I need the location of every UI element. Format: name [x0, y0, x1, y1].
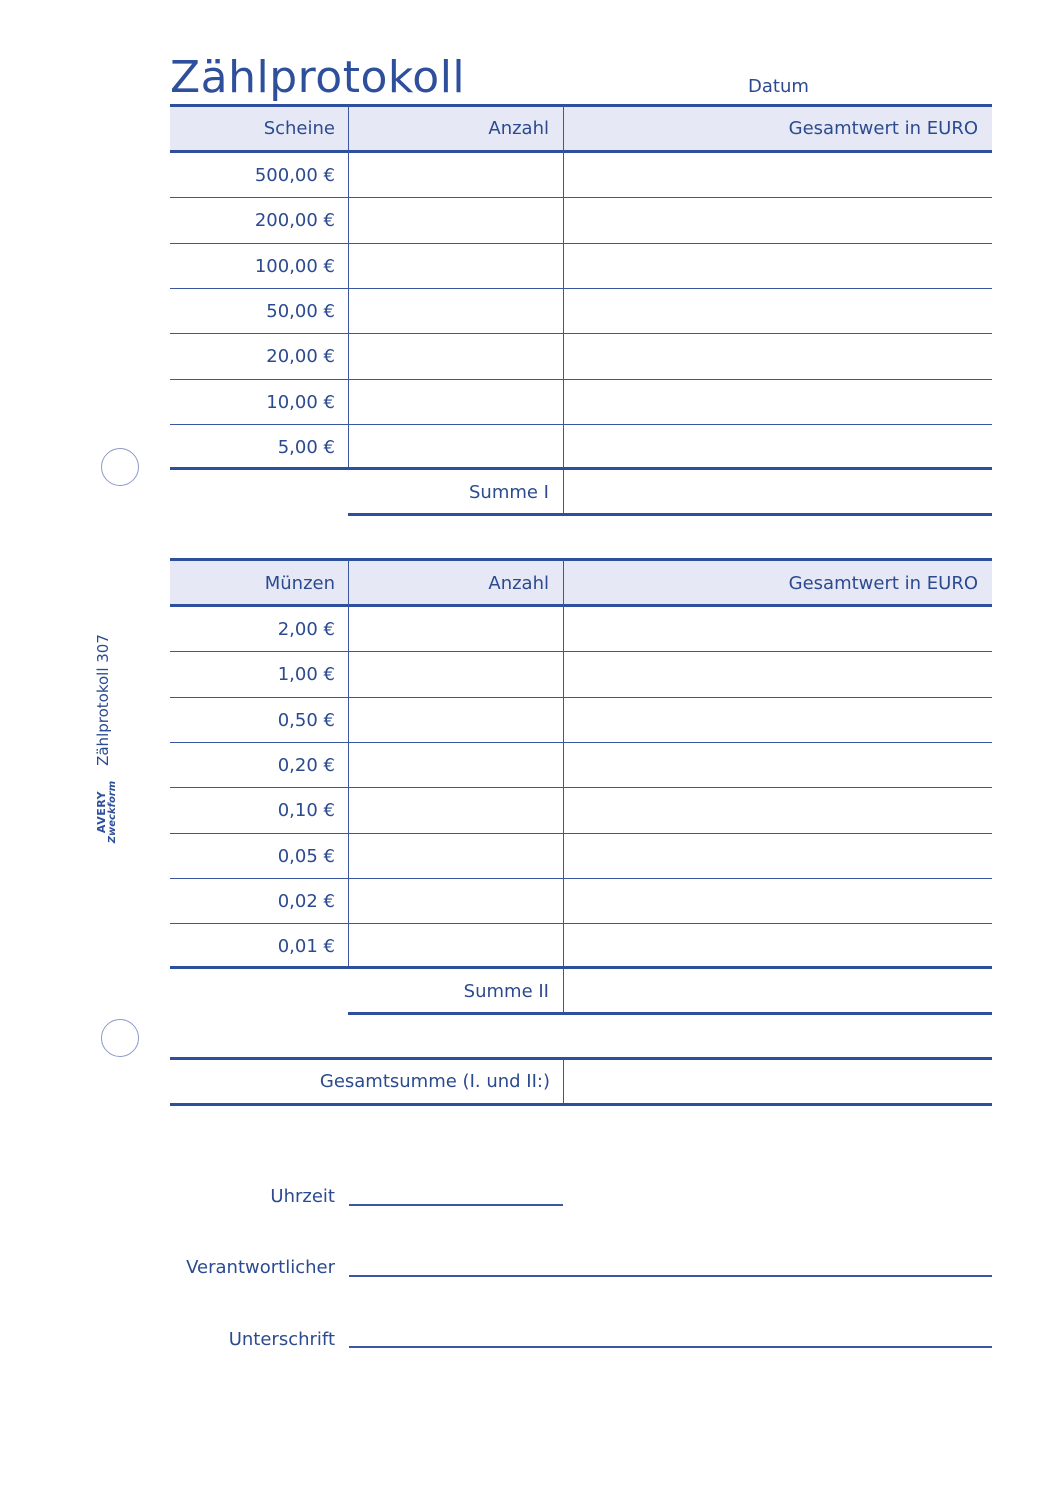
notes-total-field[interactable] [564, 334, 992, 378]
coins-sum-label: Summe II [463, 981, 549, 1002]
notes-header-total: Gesamtwert in EURO [788, 118, 978, 139]
notes-sum-field[interactable] [564, 470, 992, 513]
coins-total-field[interactable] [564, 743, 992, 787]
coins-total-field[interactable] [564, 652, 992, 696]
coins-header-top-rule [170, 558, 992, 561]
date-field[interactable] [815, 70, 992, 102]
notes-header-denomination: Scheine [263, 118, 335, 139]
coins-sum-bottom-rule [348, 1012, 992, 1015]
logo-brand-top: AVERY [95, 790, 108, 834]
logo-brand-bottom: Zweckform [107, 780, 118, 844]
notes-denomination-label: 100,00 € [254, 255, 335, 277]
coins-total-field[interactable] [564, 788, 992, 832]
notes-denomination-label: 50,00 € [266, 300, 335, 322]
coins-denomination-label: 2,00 € [277, 619, 335, 640]
coins-header-total: Gesamtwert in EURO [788, 573, 978, 594]
notes-count-field[interactable] [349, 289, 563, 333]
coins-total-field[interactable] [564, 698, 992, 742]
notes-count-field[interactable] [349, 198, 563, 242]
responsible-underline [349, 1275, 992, 1277]
notes-sum-label: Summe I [468, 482, 549, 503]
signature-field[interactable] [349, 1318, 992, 1346]
coins-count-field[interactable] [349, 879, 563, 923]
notes-denomination-label: 5,00 € [277, 436, 335, 458]
signature-label: Unterschrift [228, 1329, 335, 1350]
coins-count-field[interactable] [349, 652, 563, 696]
notes-count-field[interactable] [349, 153, 563, 197]
signature-underline [349, 1346, 992, 1348]
responsible-field[interactable] [349, 1247, 992, 1275]
notes-total-field[interactable] [564, 198, 992, 242]
coins-header-count: Anzahl [488, 573, 549, 594]
coins-total-field[interactable] [564, 924, 992, 968]
responsible-label: Verantwortlicher [186, 1257, 335, 1278]
notes-total-field[interactable] [564, 289, 992, 333]
notes-sum-bottom-rule [348, 513, 992, 516]
notes-count-field[interactable] [349, 380, 563, 424]
form-number-label: Zählprotokoll 307 [94, 634, 112, 766]
notes-total-field[interactable] [564, 244, 992, 288]
coins-count-field[interactable] [349, 834, 563, 878]
coins-denomination-label: 0,50 € [277, 709, 335, 731]
notes-total-field[interactable] [564, 153, 992, 197]
binder-hole-bottom [101, 1019, 139, 1057]
notes-denomination-label: 10,00 € [266, 391, 335, 413]
grand-total-label: Gesamtsumme (I. und II:) [319, 1071, 550, 1092]
coins-denomination-label: 0,20 € [277, 754, 335, 776]
coins-denomination-label: 0,02 € [277, 890, 335, 912]
notes-count-field[interactable] [349, 425, 563, 469]
notes-count-field[interactable] [349, 334, 563, 378]
coins-header-denomination: Münzen [264, 573, 335, 594]
coins-total-field[interactable] [564, 607, 992, 651]
notes-denomination-label: 20,00 € [266, 346, 335, 368]
coins-denomination-label: 0,05 € [277, 845, 335, 867]
coins-denomination-label: 0,10 € [277, 800, 335, 822]
grand-total-bottom-rule [170, 1103, 992, 1106]
notes-total-field[interactable] [564, 425, 992, 469]
coins-count-field[interactable] [349, 924, 563, 968]
coins-total-field[interactable] [564, 834, 992, 878]
coins-count-field[interactable] [349, 743, 563, 787]
coins-count-field[interactable] [349, 698, 563, 742]
page-title: Zählprotokoll [170, 52, 466, 103]
coins-sum-field[interactable] [564, 969, 992, 1012]
coins-total-field[interactable] [564, 879, 992, 923]
notes-denomination-label: 200,00 € [254, 210, 335, 232]
binder-hole-top [101, 448, 139, 486]
grand-total-field[interactable] [564, 1060, 992, 1103]
avery-zweckform-logo [96, 781, 118, 843]
coins-denomination-label: 1,00 € [277, 664, 335, 686]
time-field[interactable] [349, 1176, 563, 1204]
coins-count-field[interactable] [349, 607, 563, 651]
coins-denomination-label: 0,01 € [277, 936, 335, 958]
coins-count-field[interactable] [349, 788, 563, 832]
notes-count-field[interactable] [349, 244, 563, 288]
date-label: Datum [748, 76, 809, 97]
notes-header-top-rule [170, 104, 992, 107]
notes-denomination-label: 500,00 € [254, 165, 335, 186]
notes-total-field[interactable] [564, 380, 992, 424]
time-underline [349, 1204, 563, 1206]
notes-header-count: Anzahl [488, 118, 549, 139]
time-label: Uhrzeit [270, 1186, 335, 1207]
